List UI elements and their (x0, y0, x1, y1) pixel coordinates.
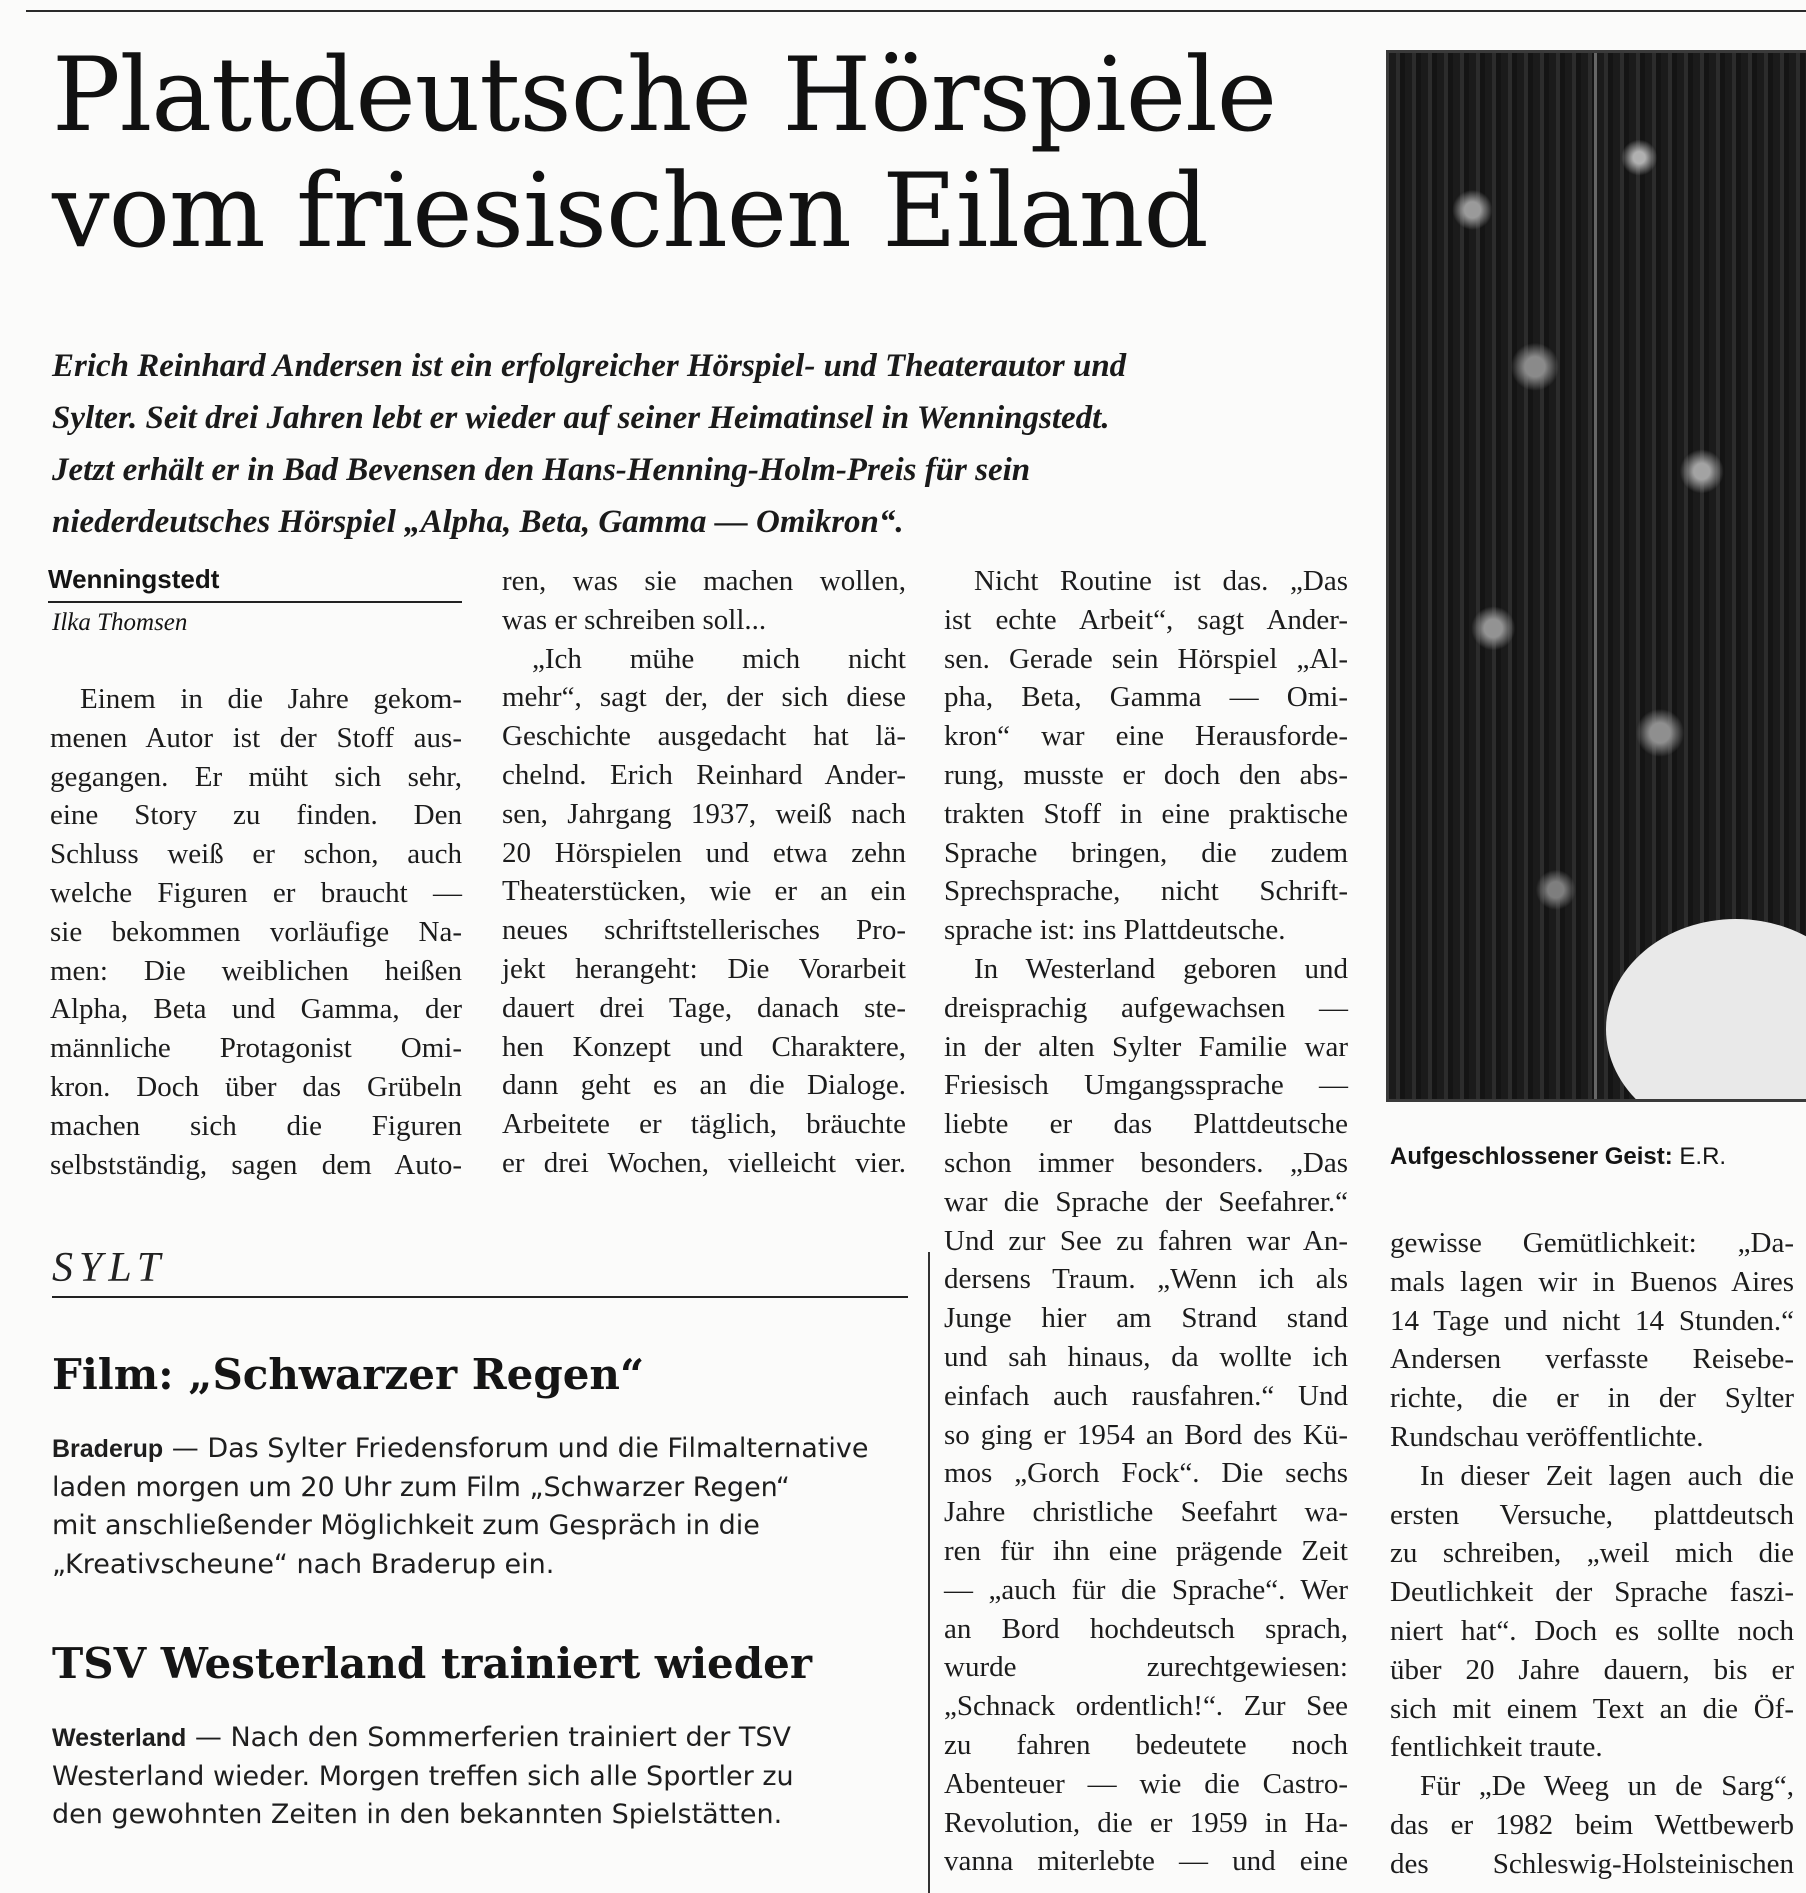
caption-text: E.R. (1679, 1143, 1727, 1170)
brief-text: — Nach den Sommerferien trainiert der TSV (194, 1722, 791, 1753)
text-line: pha, Beta, Gamma — Omi- (944, 681, 1348, 714)
text-line: so ging er 1954 an Bord des Kü- (944, 1418, 1348, 1451)
text-line: in der alten Sylter Familie war (944, 1030, 1348, 1063)
brief-line: „Kreativscheune“ nach Braderup ein. (52, 1548, 555, 1580)
text-line: gewisse Gemütlichkeit: „Da- (1390, 1227, 1794, 1259)
text-line: Arbeitete er täglich, bräuchte (502, 1108, 906, 1141)
text-line: dann geht es an die Dialoge. (502, 1069, 906, 1102)
brief-line: laden morgen um 20 Uhr zum Film „Schwarzer Regen“ (52, 1471, 790, 1503)
text-line: Jahre christliche Seefahrt wa- (944, 1496, 1348, 1529)
text-line: Einem in die Jahre gekom- (80, 683, 462, 715)
text-line: Friesisch Umgangssprache — (944, 1069, 1348, 1102)
photo-fold-line (1594, 53, 1597, 1099)
text-line: Sprechsprache, nicht Schrift- (944, 875, 1348, 908)
headline-line: vom friesischen Eiland (52, 152, 1208, 271)
portrait-photo (1386, 50, 1806, 1102)
text-line: Sprache bringen, die zudem (944, 836, 1348, 869)
text-line: wurde zurechtgewiesen: (944, 1651, 1348, 1684)
text-line: zu fahren bedeutete noch (944, 1728, 1348, 1761)
text-line: sen, Jahrgang 1937, weiß nach (502, 797, 906, 830)
text-line: 20 Hörspielen und etwa zehn (502, 836, 906, 869)
text-line: eine Story zu finden. Den (50, 799, 462, 832)
text-line: männliche Protagonist Omi- (50, 1032, 462, 1065)
text-line: Nicht Routine ist das. „Das (974, 565, 1348, 597)
article-column-1 (50, 680, 462, 1184)
text-line: In dieser Zeit lagen auch die (1420, 1459, 1794, 1492)
text-line: gegangen. Er müht sich sehr, (50, 760, 462, 793)
text-line: des Schleswig-Holsteinischen (1390, 1847, 1794, 1880)
text-line: Rundschau veröffentlichte. (1390, 1420, 1704, 1453)
text-line: Für „De Weeg un de Sarg“, (1420, 1770, 1794, 1803)
text-line: dauert drei Tage, danach ste- (502, 991, 906, 1024)
text-line: mehr“, sagt der, der sich diese (502, 681, 906, 714)
text-line: an Bord hochdeutsch sprach, (944, 1612, 1348, 1645)
text-line: selbstständig, sagen dem Auto- (50, 1148, 462, 1181)
brief-body-film (52, 1430, 908, 1584)
text-line: Revolution, die er 1959 in Ha- (944, 1806, 1348, 1839)
text-line: sen. Gerade sein Hörspiel „Al- (944, 642, 1348, 675)
text-line: trakten Stoff in eine praktische (944, 797, 1348, 830)
article-column-3 (944, 562, 1348, 1881)
text-line: liebte er das Plattdeutsche (944, 1108, 1348, 1141)
text-line: er drei Wochen, vielleicht vier. (502, 1146, 906, 1179)
text-line: Theaterstücken, wie er an ein (502, 875, 906, 908)
article-dateline: Wenningstedt (48, 563, 462, 603)
text-line: hen Konzept und Charaktere, (502, 1030, 906, 1063)
text-line: chelnd. Erich Reinhard Ander- (502, 758, 906, 791)
brief-text: — Das Sylter Friedensforum und die Filmalternative (171, 1433, 869, 1464)
text-line: was er schreiben soll... (502, 603, 767, 636)
text-line: „Schnack ordentlich!“. Zur See (944, 1690, 1348, 1723)
brief-line (52, 1430, 908, 1469)
text-line: dersens Traum. „Wenn ich als (944, 1263, 1348, 1296)
brief-line: mit anschließender Möglichkeit zum Gespräch in die (52, 1510, 760, 1541)
brief-dateline: Westerland (52, 1724, 187, 1752)
article-author: Ilka Thomsen (52, 609, 188, 636)
article-lead (52, 340, 1372, 548)
text-line: Alpha, Beta und Gamma, der (50, 993, 462, 1026)
lead-line: Sylter. Seit drei Jahren lebt er wieder auf seiner Heimatinsel in Wenningstedt. (52, 400, 1110, 436)
lead-line: Jetzt erhält er in Bad Bevensen den Hans-Henning-Holm-Preis für sein (52, 452, 1031, 488)
brief-line (52, 1719, 908, 1758)
text-line: Geschichte ausgedacht hat lä- (502, 720, 906, 753)
text-line: richte, die er in der Sylter (1390, 1382, 1794, 1415)
text-line: sich mit einem Text an die Öf- (1390, 1692, 1794, 1725)
text-line: Deutlichkeit der Sprache faszi- (1390, 1576, 1794, 1609)
text-line: niert hat“. Doch es sollte noch (1390, 1614, 1794, 1647)
brief-line: den gewohnten Zeiten in den bekannten Spielstätten. (52, 1799, 783, 1830)
text-line: war die Sprache der Seefahrer.“ (944, 1185, 1348, 1218)
text-line: mals lagen wir in Buenos Aires (1390, 1265, 1794, 1298)
text-line: „Ich mühe mich nicht (532, 642, 906, 675)
brief-title-tsv: TSV Westerland trainiert wieder (52, 1639, 812, 1688)
photo-caption (1390, 1142, 1726, 1172)
section-label-sylt: SYLT (52, 1245, 167, 1291)
text-line: ren, was sie machen wollen, (502, 565, 906, 597)
text-line: dreisprachig aufgewachsen — (944, 991, 1348, 1024)
text-line: ersten Versuche, plattdeutsch (1390, 1498, 1794, 1531)
caption-label: Aufgeschlossener Geist: (1390, 1143, 1673, 1170)
article-headline (52, 38, 1352, 270)
text-line: schon immer besonders. „Das (944, 1146, 1348, 1179)
text-line: sprache ist: ins Plattdeutsche. (944, 914, 1286, 947)
text-line: einfach auch rausfahren.“ Und (944, 1379, 1348, 1412)
text-line: neues schriftstellerisches Pro- (502, 914, 906, 947)
page-top-rule (26, 10, 1806, 12)
photo-highlight (1606, 919, 1806, 1102)
text-line: das er 1982 beim Wettbewerb (1390, 1808, 1794, 1841)
article-column-4 (1390, 1224, 1794, 1884)
text-line: menen Autor ist der Stoff aus- (50, 721, 462, 754)
text-line: men: Die weiblichen heißen (50, 954, 462, 987)
article-column-2 (502, 562, 906, 1183)
text-line: In Westerland geboren und (974, 952, 1348, 985)
brief-body-tsv (52, 1719, 908, 1835)
brief-title-film: Film: „Schwarzer Regen“ (52, 1350, 645, 1399)
text-line: ist echte Arbeit“, sagt Ander- (944, 603, 1348, 636)
text-line: kron. Doch über das Grübeln (50, 1070, 462, 1103)
text-line: ren für ihn eine prägende Zeit (944, 1534, 1348, 1567)
text-line: — „auch für die Sprache“. Wer (944, 1573, 1348, 1606)
text-line: jekt herangeht: Die Vorarbeit (502, 952, 906, 985)
headline-line: Plattdeutsche Hörspiele (52, 36, 1277, 155)
lead-line: niederdeutsches Hörspiel „Alpha, Beta, Gamma — Omikron“. (52, 504, 904, 540)
text-line: Und zur See zu fahren war An- (944, 1224, 1348, 1257)
section-rule (52, 1296, 908, 1298)
text-line: fentlichkeit traute. (1390, 1731, 1603, 1764)
text-line: Junge hier am Strand stand (944, 1302, 1348, 1335)
text-line: Schluss weiß er schon, auch (50, 838, 462, 871)
text-line: mos „Gorch Fock“. Die sechs (944, 1457, 1348, 1490)
text-line: vanna miterlebte — und eine (944, 1845, 1348, 1878)
brief-dateline: Braderup (52, 1435, 164, 1463)
text-line: kron“ war eine Herausforde- (944, 720, 1348, 753)
column-divider (928, 1252, 930, 1893)
text-line: Abenteuer — wie die Castro- (944, 1767, 1348, 1800)
text-line: welche Figuren er braucht — (50, 876, 462, 909)
text-line: 14 Tage und nicht 14 Stunden.“ (1390, 1304, 1794, 1337)
text-line: sie bekommen vorläufige Na- (50, 915, 462, 948)
text-line: Andersen verfasste Reisebe- (1390, 1343, 1794, 1376)
text-line: über 20 Jahre dauern, bis er (1390, 1653, 1794, 1686)
text-line: zu schreiben, „weil mich die (1390, 1537, 1794, 1570)
text-line: rung, musste er doch den abs- (944, 758, 1348, 791)
text-line: und sah hinaus, da wollte ich (944, 1340, 1348, 1373)
text-line: machen sich die Figuren (50, 1109, 462, 1142)
brief-line: Westerland wieder. Morgen treffen sich alle Sportler zu (52, 1760, 794, 1792)
lead-line: Erich Reinhard Andersen ist ein erfolgreicher Hörspiel- und Theaterautor und (52, 348, 1127, 384)
